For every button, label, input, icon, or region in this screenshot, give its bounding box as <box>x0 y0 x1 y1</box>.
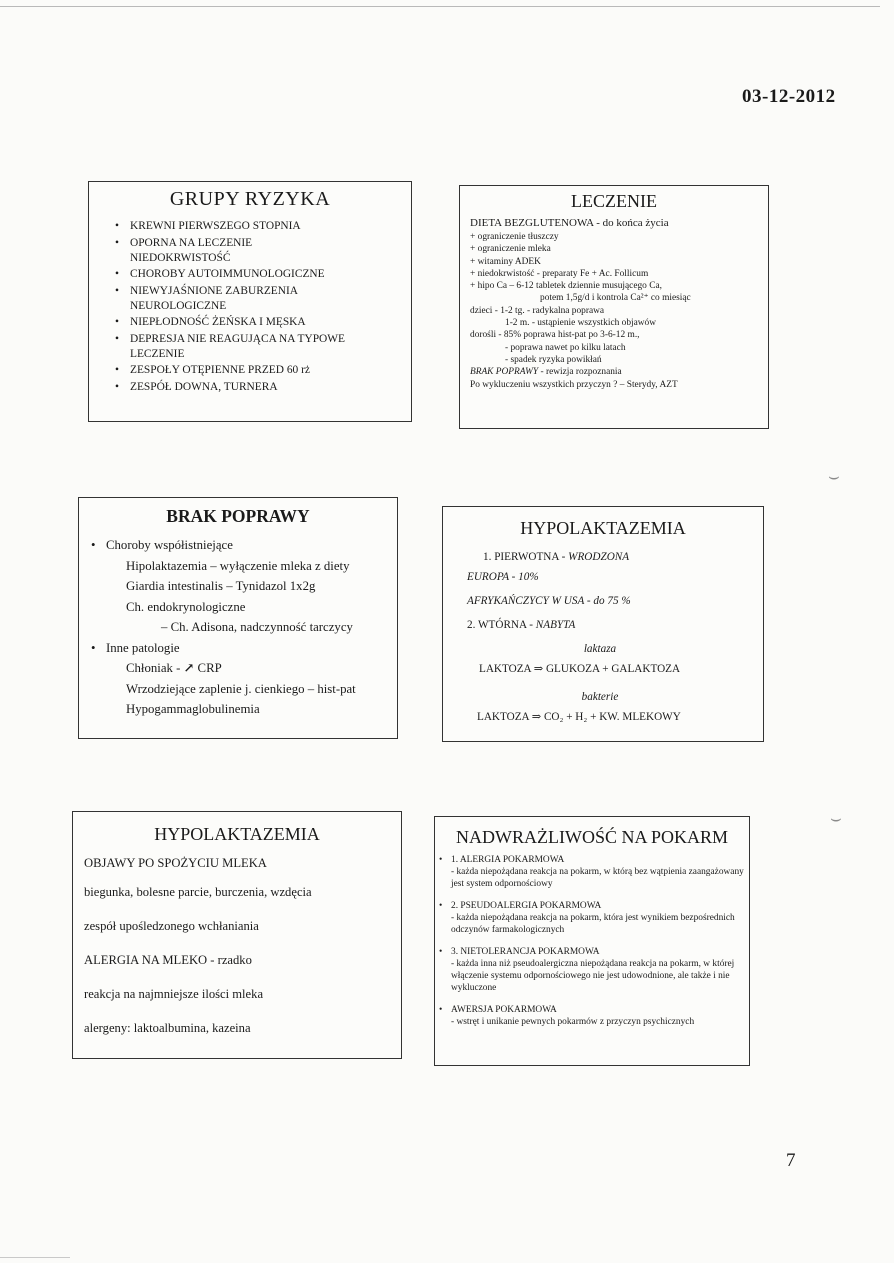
text-line: - spadek ryzyka powikłań <box>505 354 602 365</box>
symptoms-text <box>73 851 401 1045</box>
text-line: AFRYKAŃCZYCY W USA - do 75 % <box>467 595 631 607</box>
brak-poprawy-label: BRAK POPRAWY <box>470 367 539 378</box>
text-line: OBJAWY PO SPOŻYCIU MLEKA <box>84 856 267 870</box>
slide-title: HYPOLAKTAZEMIA <box>520 518 686 538</box>
list-item: • NIEWYJAŚNIONE ZABURZENIA NEUROLOGICZNE <box>115 284 411 314</box>
text-line: EUROPA - 10% <box>467 571 539 583</box>
slide-hypolaktazemia-objawy <box>72 811 402 1059</box>
text-line: Po wykluczeniu wszystkich przyczyn ? – Sterydy, AZT <box>470 379 678 390</box>
text-fragment: 1. PIERWOTNA - <box>483 551 566 563</box>
item-description: - wstręt i unikanie pewnych pokarmów z przyczyn psychicznych <box>451 1017 695 1027</box>
pen-mark-1: ⌣ <box>828 466 840 486</box>
page-number: 7 <box>786 1150 796 1171</box>
text-line: Ch. endokrynologiczne <box>126 599 246 614</box>
list-item: • DEPRESJA NIE REAGUJĄCA NA TYPOWE LECZENIE <box>115 332 411 362</box>
text-line: bakterie <box>581 691 619 703</box>
list-item: • OPORNA NA LECZENIE NIEDOKRWISTOŚĆ <box>115 236 411 266</box>
slide-title: HYPOLAKTAZEMIA <box>154 824 320 844</box>
list-item <box>439 1004 749 1028</box>
page-date: 03-12-2012 <box>742 86 836 107</box>
slide-title: BRAK POPRAWY <box>166 506 310 526</box>
reaction-line: LAKTOZA ⇒ CO₂ + H₂ + KW. MLEKOWY <box>477 711 681 723</box>
text-fragment: 2. WTÓRNA - <box>467 619 533 631</box>
item-description: - każda niepożądana reakcja na pokarm, w którą bez wątpienia zaangażowany jest system odpornościowy <box>451 867 744 889</box>
text-line: zespół upośledzonego wchłaniania <box>84 919 259 933</box>
text-line: biegunka, bolesne parcie, burczenia, wzdęcia <box>84 885 312 899</box>
brak-poprawy-text <box>79 535 397 720</box>
item-heading: • 3. NIETOLERANCJA POKARMOWA <box>451 947 600 957</box>
text-fragment: CRP <box>197 661 222 675</box>
list-item: • CHOROBY AUTOIMMUNOLOGICZNE <box>115 267 411 282</box>
text-line: - poprawa nawet po kilku latach <box>505 342 626 353</box>
text-line: reakcja na najmniejsze ilości mleka <box>84 987 264 1001</box>
list-item: • ZESPOŁY OTĘPIENNE PRZED 60 rż <box>115 363 411 378</box>
item-heading: • 1. ALERGIA POKARMOWA <box>451 855 565 865</box>
risk-group-list <box>89 219 411 395</box>
treatment-text <box>460 216 768 391</box>
text-line <box>467 547 763 567</box>
text-fragment: - rewizja rozpoznania <box>540 367 622 378</box>
list-item: • Inne patologie <box>91 638 397 659</box>
text-line <box>91 658 397 679</box>
text-fragment: WRODZONA <box>568 551 630 563</box>
scan-bottom-line <box>0 1257 70 1258</box>
slide-title: GRUPY RYZYKA <box>169 188 331 210</box>
text-line: laktaza <box>583 643 617 655</box>
text-line: + ograniczenie mleka <box>470 244 551 255</box>
text-line <box>470 366 768 378</box>
slide-grupy-ryzyka <box>88 181 412 422</box>
text-line <box>467 615 763 635</box>
text-line: dzieci - 1-2 tg. - radykalna poprawa <box>470 305 605 316</box>
text-line: dorośli - 85% poprawa hist-pat po 3-6-12 m., <box>470 330 640 341</box>
list-item: • ZESPÓŁ DOWNA, TURNERA <box>115 380 411 395</box>
slide-title: NADWRAŻLIWOŚĆ NA POKARM <box>455 827 728 847</box>
arrow-up-right-icon: ↗ <box>183 661 195 675</box>
slide-nadwrazliwosc <box>434 816 750 1066</box>
scan-top-line <box>0 6 880 7</box>
slide-title: LECZENIE <box>571 191 657 211</box>
text-line: – Ch. Adisona, nadczynność tarczycy <box>161 620 353 634</box>
slide-brak-poprawy <box>78 497 398 739</box>
item-heading: • 2. PSEUDOALERGIA POKARMOWA <box>451 901 602 911</box>
text-line: + ograniczenie tłuszczy <box>470 232 559 242</box>
pen-mark-2: ⌣ <box>830 808 842 828</box>
text-fragment: NABYTA <box>535 619 576 631</box>
list-item: • Choroby współistniejące <box>91 535 397 556</box>
list-item <box>439 900 749 936</box>
text-line: + witaminy ADEK <box>470 256 541 267</box>
text-line: DIETA BEZGLUTENOWA - do końca życia <box>470 217 669 229</box>
text-fragment: Chłoniak - <box>126 661 181 675</box>
text-line: 1-2 m. - ustąpienie wszystkich objawów <box>505 318 657 329</box>
item-description: - każda niepożądana reakcja na pokarm, która jest wynikiem bezpośrednich odczynów farmakologicznych <box>451 913 735 935</box>
slide-hypolaktazemia-types <box>442 506 764 742</box>
item-heading: • AWERSJA POKARMOWA <box>451 1005 557 1015</box>
text-line: potem 1,5g/d i kontrola Ca²⁺ co miesiąc <box>540 293 691 304</box>
list-item <box>439 946 749 994</box>
text-line: alergeny: laktoalbumina, kazeina <box>84 1021 251 1035</box>
item-description: - każda inna niż pseudoalergiczna niepożądana reakcja na pokarm, w której włączenie systemu odpornościowego nie jest udowodnione, ale także i nie wykluczone <box>451 959 735 993</box>
text-line: Giardia intestinalis – Tynidazol 1x2g <box>126 579 316 593</box>
list-item: • KREWNI PIERWSZEGO STOPNIA <box>115 219 411 234</box>
text-line: + hipo Ca – 6-12 tabletek dziennie musującego Ca, <box>470 281 662 292</box>
text-line: ALERGIA NA MLEKO - rzadko <box>84 953 252 967</box>
reaction-line: LAKTOZA ⇒ GLUKOZA + GALAKTOZA <box>479 663 681 675</box>
text-line: + niedokrwistość - preparaty Fe + Ac. Follicum <box>470 268 649 279</box>
hypersensitivity-list <box>435 854 749 1028</box>
slide-leczenie <box>459 185 769 429</box>
text-line: Wrzodziejące zaplenie j. cienkiego – hist-pat <box>126 681 356 696</box>
list-item: • NIEPŁODNOŚĆ ŻEŃSKA I MĘSKA <box>115 315 411 330</box>
text-line: Hypogammaglobulinemia <box>126 702 260 716</box>
hypolaktazemia-types-text <box>443 547 763 727</box>
list-item <box>439 854 749 890</box>
text-line: Hipolaktazemia – wyłączenie mleka z diety <box>126 558 350 573</box>
